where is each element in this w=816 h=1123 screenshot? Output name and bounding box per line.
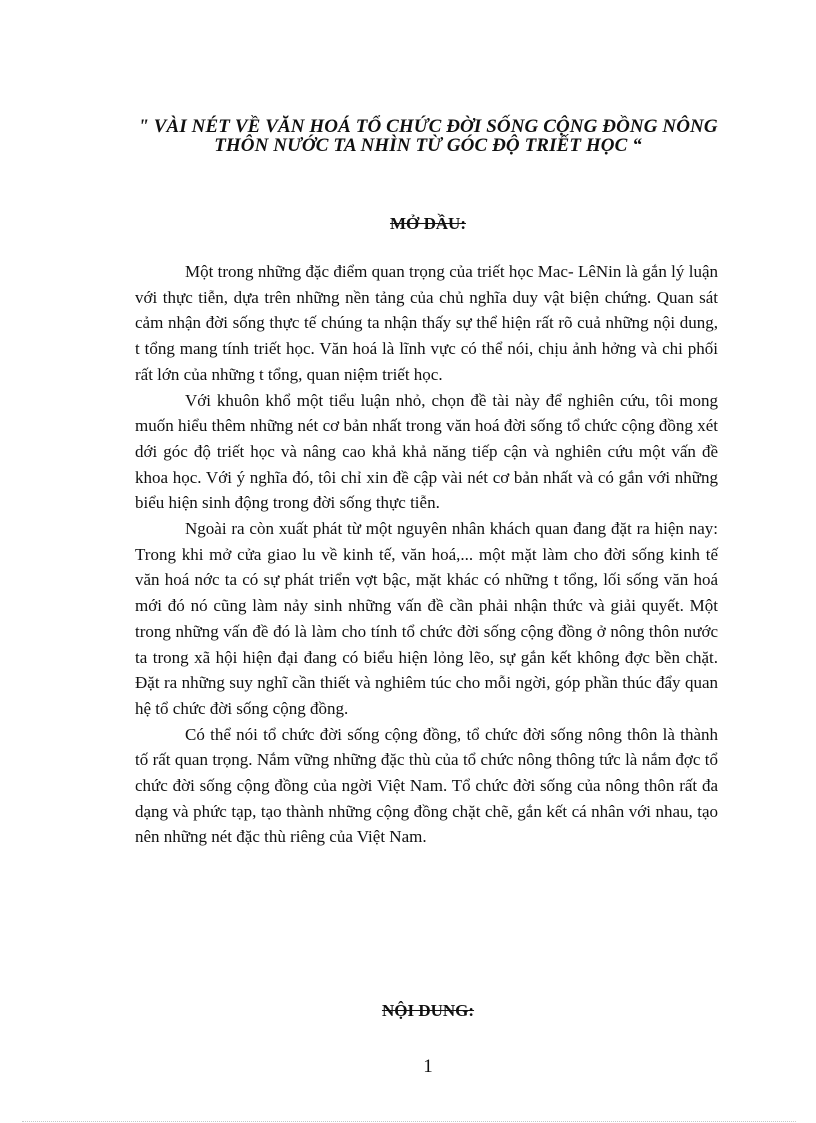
page-bottom-divider [22, 1121, 796, 1122]
page-number: 1 [423, 1056, 433, 1077]
document-title [100, 117, 756, 155]
title-line-1: " VÀI NÉT VỀ VĂN HOÁ TỔ CHỨC ĐỜI SỐNG CỘNG ĐỒNG NÔNG [138, 116, 718, 137]
intro-heading: MỞ ĐẦU: [389, 214, 466, 233]
paragraph-4: Có thể nói tổ chức đời sống cộng đồng, tổ chức đời sống nông thôn là thành tố rất quan trọng. Nắm vững những đặc thù của tổ chức nông thông tức là nắm đợc tổ chức đời sống cộng đồng của ngời Việt Nam. Tổ chức đời sống của nông thôn rất đa dạng và phức tạp, tạo thành những cộng đồng chặt chẽ, gắn kết cá nhân với nhau, tạo nên những nét đặc thù riêng của Việt Nam. [135, 724, 718, 847]
title-line-2: THÔN NƯỚC TA NHÌN TỪ GÓC ĐỘ TRIẾT HỌC “ [214, 135, 642, 156]
paragraph-1: Một trong những đặc điểm quan trọng của triết học Mac- LêNin là gắn lý luận với thực tiễn, dựa trên những nền tảng của chủ nghĩa duy vật biện chứng. Quan sát cảm nhận đời sống thực tế chúng ta nhận thấy sự thể hiện rất rõ cuả những nội dung, t tổng mang tính triết học. Văn hoá là lĩnh vực có thể nói, chịu ảnh hởng và chi phối rất lớn của những t tổng, quan niệm triết học. [135, 262, 718, 384]
content-heading: NỘI DUNG: [381, 1001, 475, 1020]
paragraph-2: Với khuôn khổ một tiểu luận nhỏ, chọn đề tài này để nghiên cứu, tôi mong muốn hiểu thêm những nét cơ bản nhất trong văn hoá đời sống tổ chức cộng đồng xét dới góc độ triết học và nâng cao khả khả năng tiếp cận và nghiên cứu một vấn đề khoa học. Với ý nghĩa đó, tôi chỉ xin đề cập vài nét cơ bản nhất và có gắn với những biểu hiện sinh động trong đời sống thực tiễn. [135, 390, 718, 513]
paragraph-3: Ngoài ra còn xuất phát từ một nguyên nhân khách quan đang đặt ra hiện nay: Trong khi mở cửa giao lu về kinh tế, văn hoá,... một mặt làm cho đời sống kinh tế văn hoá nớc ta có sự phát triển vợt bậc, mặt khác có những t tổng, lối sống văn hoá mới đó nó cũng làm nảy sinh những vấn đề cần phải nhận thức và giải quyết. Một trong những vấn đề đó là làm cho tính tổ chức đời sống cộng đồng ở nông thôn nước ta trong xã hội hiện đại đang có biểu hiện lỏng lẽo, sự gắn kết không đợc bền chặt. Đặt ra những suy nghĩ cần thiết và nghiêm túc cho mỗi ngời, góp phần thúc đẩy quan hệ tổ chức đời sống cộng đồng. [135, 519, 718, 718]
body-text [135, 259, 718, 850]
